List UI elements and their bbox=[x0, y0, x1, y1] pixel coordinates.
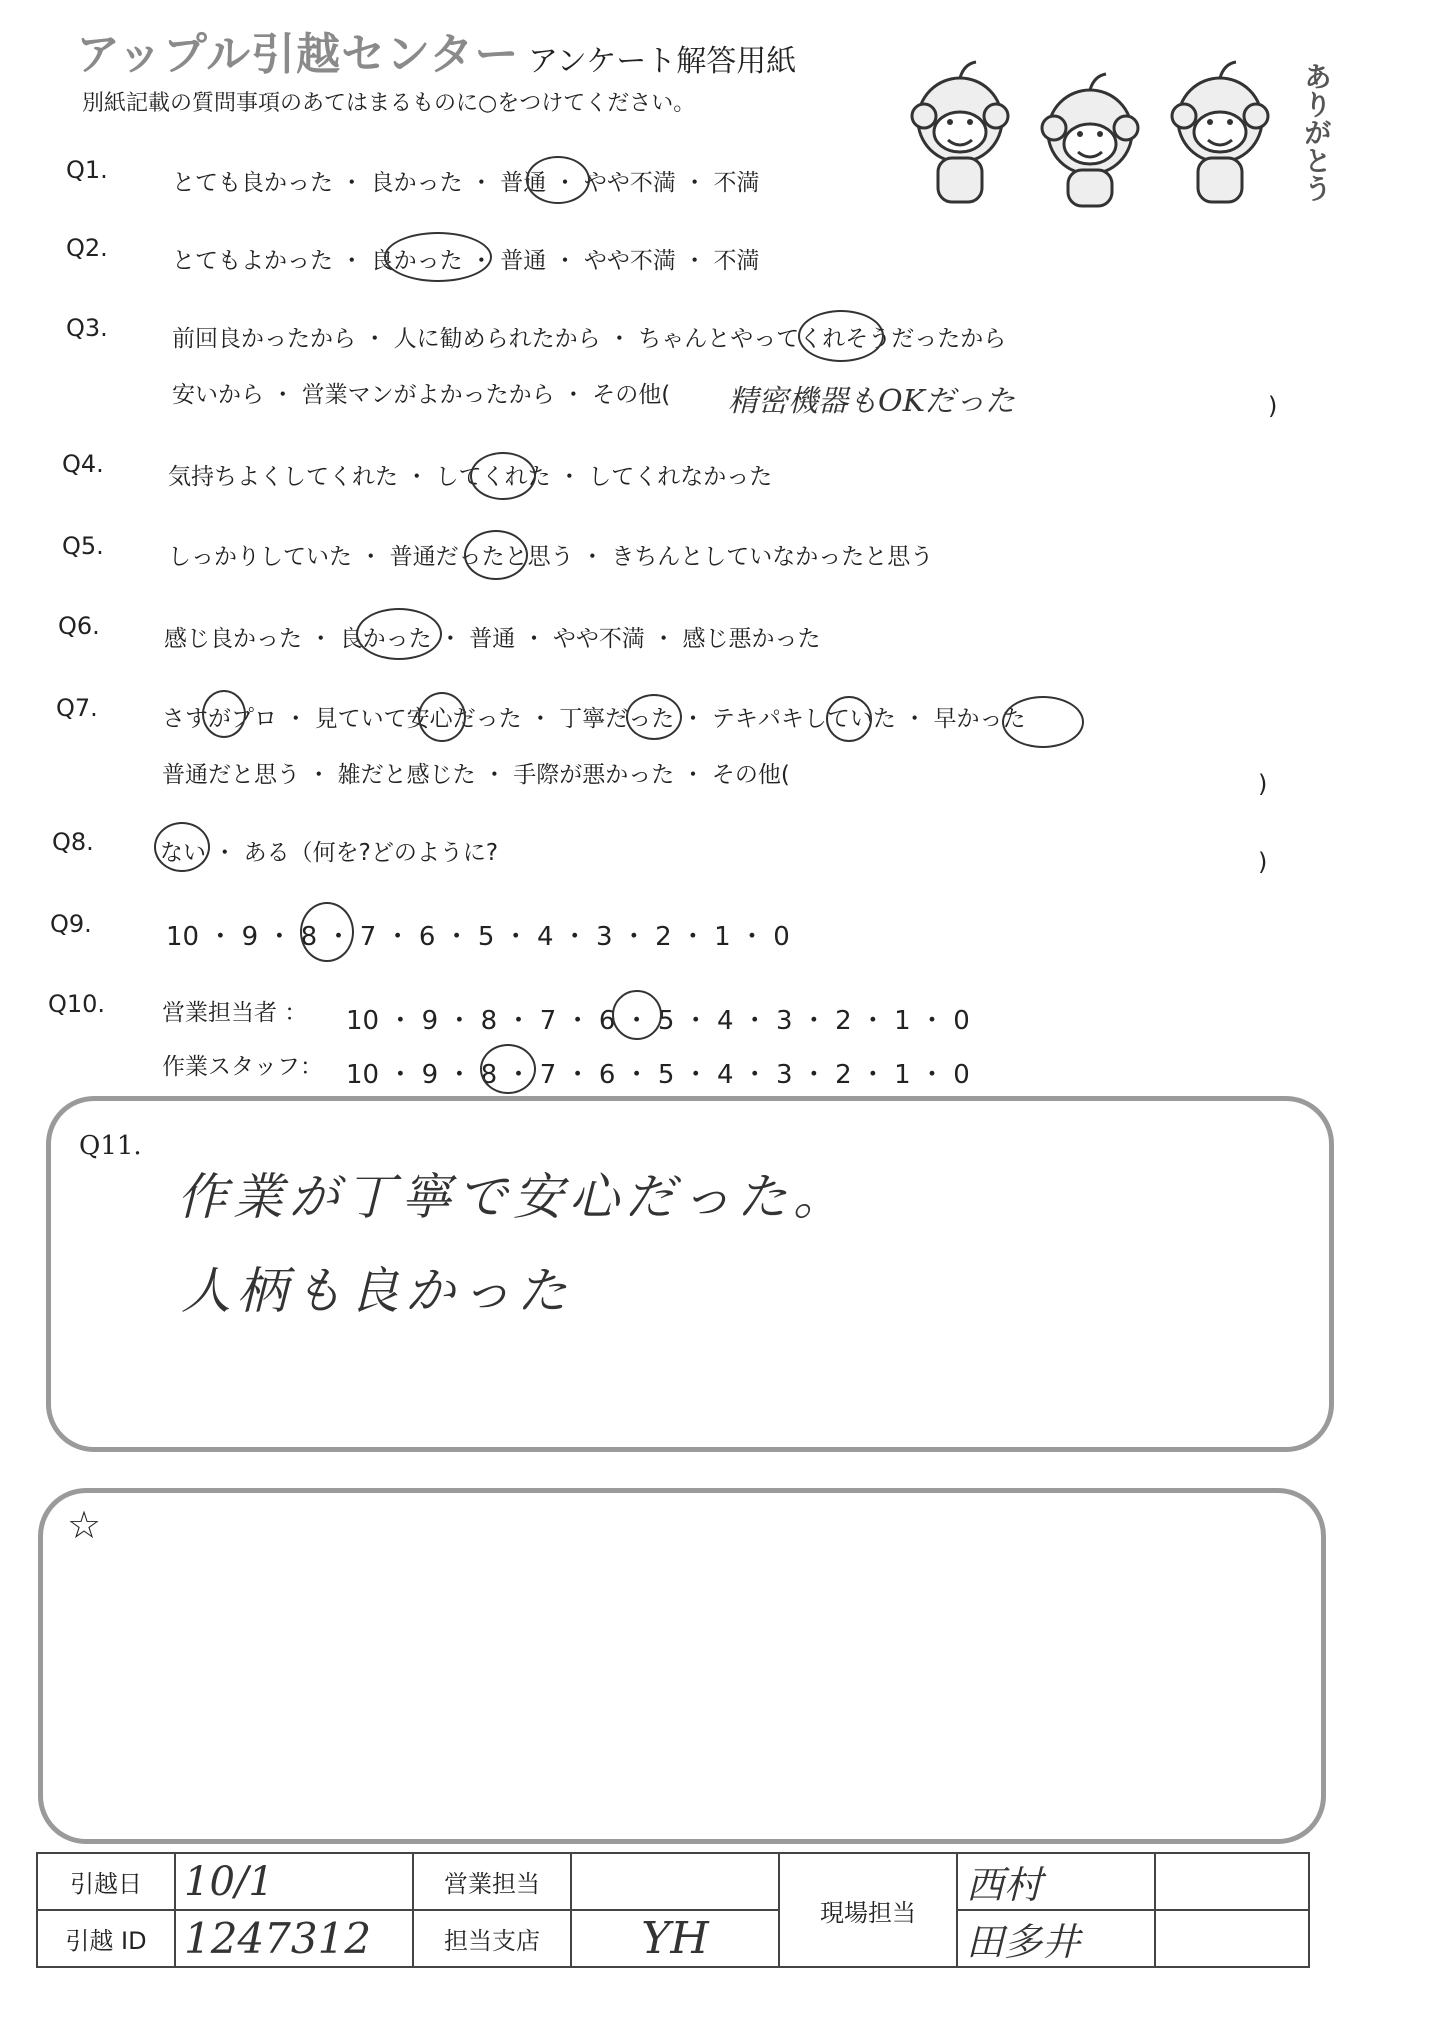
q4-selected-mark bbox=[470, 452, 536, 500]
q3-selected-mark bbox=[798, 310, 884, 362]
q11-handwriting-line2: 人柄も良かった bbox=[181, 1262, 573, 1320]
info-table bbox=[36, 1852, 1310, 1968]
q6-label: Q6. bbox=[58, 612, 100, 640]
q3-options-line2: 安いから ・ 営業マンがよかったから ・ その他( bbox=[172, 382, 671, 408]
q8-label: Q8. bbox=[52, 828, 94, 856]
move-date-label: 引越日 bbox=[37, 1853, 175, 1910]
q8-selected-mark bbox=[154, 822, 210, 872]
site-staff-2: 田多井 bbox=[957, 1910, 1155, 1967]
q2-label: Q2. bbox=[66, 234, 108, 262]
q11-comment-box bbox=[46, 1096, 1334, 1452]
q6-options: 感じ良かった ・ 良かった ・ 普通 ・ やや不満 ・ 感じ悪かった bbox=[164, 626, 821, 652]
q10-staff-label: 作業スタッフ： bbox=[162, 1054, 323, 1080]
q10-label: Q10. bbox=[48, 990, 106, 1018]
q9-label: Q9. bbox=[50, 910, 92, 938]
q10-staff-scale: 10 ・ 9 ・ 8 ・ 7 ・ 6 ・ 5 ・ 4 ・ 3 ・ 2 ・ 1 ・ 0 bbox=[346, 1060, 970, 1090]
q3-close-paren: ) bbox=[1268, 392, 1278, 420]
form-subtitle: アンケート解答用紙 bbox=[528, 44, 797, 79]
instruction-text: 別紙記載の質問事項のあてはまるものに○をつけてください。 bbox=[82, 91, 696, 116]
site-staff-1: 西村 bbox=[957, 1853, 1155, 1910]
free-comment-box bbox=[38, 1488, 1326, 1844]
mascot-illustration bbox=[890, 50, 1330, 210]
q2-selected-mark bbox=[384, 232, 492, 282]
q3-options-line1: 前回良かったから ・ 人に勧められたから ・ ちゃんとやってくれそうだったから bbox=[172, 326, 1007, 352]
q2-options: とてもよかった ・ 良かった ・ 普通 ・ やや不満 ・ 不満 bbox=[172, 248, 760, 274]
q10-staff-selected-mark bbox=[480, 1044, 536, 1094]
q5-label: Q5. bbox=[62, 532, 104, 560]
move-id-value: 1247312 bbox=[175, 1910, 413, 1967]
q1-label: Q1. bbox=[66, 156, 108, 184]
q1-selected-mark bbox=[526, 156, 590, 204]
q4-options: 気持ちよくしてくれた ・ してくれた ・ してくれなかった bbox=[168, 464, 773, 490]
q10-sales-selected-mark bbox=[612, 990, 662, 1040]
monkey-mascot-icon bbox=[890, 50, 1330, 210]
site-staff-label: 現場担当 bbox=[779, 1853, 957, 1967]
q1-options: とても良かった ・ 良かった ・ 普通 ・ やや不満 ・ 不満 bbox=[172, 170, 760, 196]
brand-title: アップル引越センター bbox=[76, 29, 520, 80]
q11-handwriting-line1: 作業が丁寧で安心だった。 bbox=[177, 1168, 849, 1226]
move-id-label: 引越 ID bbox=[37, 1910, 175, 1967]
q4-label: Q4. bbox=[62, 450, 104, 478]
q7-options-line2: 普通だと思う ・ 雑だと感じた ・ 手際が悪かった ・ その他( bbox=[162, 762, 790, 788]
star-icon: ☆ bbox=[67, 1503, 102, 1547]
sales-rep-label: 営業担当 bbox=[413, 1853, 571, 1910]
q8-close-paren: ) bbox=[1258, 848, 1268, 876]
q3-label: Q3. bbox=[66, 314, 108, 342]
branch-value: YH bbox=[571, 1910, 779, 1967]
site-staff-extra-1 bbox=[1155, 1853, 1309, 1910]
q7-label: Q7. bbox=[56, 694, 98, 722]
q5-selected-mark bbox=[464, 530, 528, 580]
q7-options-line1: さすがプロ ・ 見ていて安心だった ・ 丁寧だった ・ テキパキしていた ・ 早かった bbox=[162, 706, 1026, 732]
q5-options: しっかりしていた ・ 普通だったと思う ・ きちんとしていなかったと思う bbox=[168, 544, 934, 570]
q7-mark-teinei bbox=[626, 694, 682, 740]
q7-close-paren: ) bbox=[1258, 770, 1268, 798]
q10-sales-label: 営業担当者 ： bbox=[162, 1000, 308, 1026]
branch-label: 担当支店 bbox=[413, 1910, 571, 1967]
q7-mark-tekipaki bbox=[826, 696, 872, 742]
q9-selected-mark bbox=[300, 902, 354, 962]
thanks-text: ありがとう bbox=[1300, 62, 1333, 202]
q8-options: ない ・ ある（何を?どのように? bbox=[160, 840, 499, 866]
q7-mark-anshin bbox=[418, 692, 466, 742]
site-staff-extra-2 bbox=[1155, 1910, 1309, 1967]
q7-mark-hayakatta bbox=[1002, 696, 1084, 748]
q10-sales-scale: 10 ・ 9 ・ 8 ・ 7 ・ 6 ・ 5 ・ 4 ・ 3 ・ 2 ・ 1 ・ 0 bbox=[346, 1006, 970, 1036]
move-date-value: 10/1 bbox=[175, 1853, 413, 1910]
q3-other-handwriting: 精密機器もOKだった bbox=[728, 384, 1016, 419]
sales-rep-value bbox=[571, 1853, 779, 1910]
q11-label: Q11. bbox=[79, 1131, 142, 1161]
q7-mark-pro bbox=[202, 690, 246, 738]
q6-selected-mark bbox=[356, 608, 442, 660]
q9-scale: 10 ・ 9 ・ 8 ・ 7 ・ 6 ・ 5 ・ 4 ・ 3 ・ 2 ・ 1 ・ 0 bbox=[166, 922, 790, 952]
